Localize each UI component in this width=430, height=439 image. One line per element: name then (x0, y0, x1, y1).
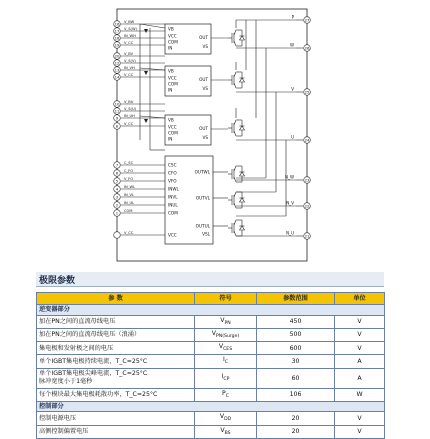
section-header-absolute-ratings (36, 272, 384, 287)
symbol-cell: $I_{CP}$ (195, 368, 257, 388)
driver-pin-label: VS (202, 86, 208, 91)
value-cell: 500 (257, 328, 335, 341)
pin-label: COM (124, 209, 133, 213)
group-label: 控制部分 (37, 401, 385, 412)
power-bus-lines (211, 20, 296, 236)
driver-pin-label: COM (168, 39, 178, 45)
pin-label: V_S(W) (124, 27, 137, 31)
pin-label: U (291, 134, 294, 140)
pin-label: IN_VH (124, 66, 135, 70)
driver-pin-label: OUTUL (195, 223, 210, 229)
symbol-cell: $V_{DD}$ (195, 412, 257, 425)
unit-cell: V (335, 412, 385, 425)
unit-cell: V (335, 425, 385, 438)
table-row (37, 355, 385, 368)
driver-pin-label: VCC (168, 75, 177, 81)
igbt-icon (228, 120, 245, 136)
pin-number: 11 (114, 108, 120, 114)
symbol-cell: $I_C$ (195, 355, 257, 368)
left-pin (114, 122, 165, 129)
left-pin (114, 27, 165, 34)
left-pin (114, 34, 165, 41)
param-cell: 单个IGBT集电极持续电流，T_C=25°C (37, 355, 195, 368)
driver-pin-label: INUL (168, 202, 178, 208)
param-cell: 控制电源电压 (37, 412, 195, 425)
driver-pin-label: VCC (168, 124, 177, 130)
pin-number: 22 (304, 203, 310, 209)
pin-label: V_BV (124, 52, 134, 56)
driver-pin-label: VB (168, 26, 174, 32)
driver-pin-label: COM (168, 81, 178, 87)
pin-number: 3 (115, 194, 119, 200)
left-pin (114, 107, 165, 114)
pin-number: 8 (115, 123, 119, 129)
driver-pin-label: OUT (199, 126, 208, 131)
right-pin (292, 15, 311, 24)
table-group-row (37, 305, 385, 316)
driver-pin-label: IN (168, 45, 173, 51)
unit-cell: A (335, 355, 385, 368)
pin-circle (114, 232, 121, 239)
driver-pin-label: VS (202, 44, 208, 49)
left-pin (114, 59, 165, 66)
pin-number: 21 (304, 233, 310, 239)
table-row (37, 425, 385, 438)
left-pin (114, 20, 165, 27)
symbol-cell: $V_{CES}$ (195, 342, 257, 355)
driver-pin-label: VCC (168, 33, 177, 39)
table-group-row (37, 401, 385, 412)
pin-label: IN_UH (124, 114, 135, 118)
absolute-ratings-table (36, 292, 385, 439)
driver-pin-label: VB (168, 117, 174, 123)
driver-pin-label: VCC (168, 232, 177, 238)
unit-cell: W (335, 388, 385, 401)
driver-pin-label: IN (168, 136, 173, 142)
pin-label: C_SC (124, 161, 134, 165)
section-title: 极限参数 (39, 276, 76, 286)
pin-label: V_FO (124, 177, 134, 181)
pin-number: 13 (114, 67, 120, 73)
unit-cell: A (335, 368, 385, 388)
igbt-icon (228, 192, 245, 208)
left-pin (114, 209, 165, 216)
driver-pin-label: VFO (168, 178, 177, 184)
left-pin (114, 169, 165, 176)
driver-pin-label: COM (168, 130, 178, 136)
pin-label: V (291, 86, 294, 92)
pin-number: 16 (114, 21, 120, 27)
param-cell: 单个IGBT集电极尖峰电流，T_C=25°C 脉冲宽度小于1毫秒 (37, 368, 195, 388)
igbt-icon (228, 166, 245, 182)
left-pin (114, 201, 165, 208)
left-pin (114, 231, 165, 238)
driver-pin-label: IN (168, 87, 173, 93)
header-unit: 单位 (335, 293, 385, 305)
pin-label: IN_UL (124, 201, 135, 205)
symbol-cell: $V_{PN}$ (195, 315, 257, 328)
pin-label: V_BU (124, 100, 134, 104)
driver-pin-label: OUT (199, 77, 208, 82)
pin-label: N_U (286, 230, 294, 236)
driver-pin-label: VB (168, 68, 174, 74)
unit-cell: V (335, 342, 385, 355)
table-row (37, 315, 385, 328)
param-cell: 集电极和发射极之间的电压 (37, 342, 195, 355)
left-pin (114, 41, 165, 48)
pin-number: 24 (304, 137, 310, 143)
param-cell: 加在PN之间的直流母线电压 (37, 315, 195, 328)
pin-label: IN_VL (124, 193, 135, 197)
pin-number: 27 (304, 17, 310, 23)
pin-number: 5 (115, 178, 119, 184)
value-cell: 450 (257, 315, 335, 328)
left-pin (114, 193, 165, 200)
pin-number: 14 (114, 74, 120, 80)
symbol-cell: $V_{BS}$ (195, 425, 257, 438)
value-cell: 20 (257, 425, 335, 438)
igbt-icon (228, 72, 245, 88)
pin-label: IN_WH (124, 34, 136, 38)
pin-number: 9 (115, 115, 119, 121)
driver-pin-label: OUTVL (195, 195, 210, 201)
header-range: 参数范围 (257, 293, 335, 305)
driver-pin-label: OUT (199, 35, 208, 40)
pin-number: 17 (114, 28, 120, 34)
pin-number: 2 (115, 202, 119, 208)
pin-label: P (291, 14, 294, 20)
driver-pin-label: INVL (168, 194, 178, 200)
pin-number: 6 (115, 170, 119, 176)
right-pin (291, 87, 310, 96)
driver-pin-label: CSC (168, 162, 177, 168)
pin-number: 20 (114, 53, 120, 59)
value-cell: 20 (257, 412, 335, 425)
igbt-icon (228, 220, 245, 236)
header-param: 参 数 (37, 293, 195, 305)
pin-number: 4 (115, 186, 119, 192)
pin-number: 1 (115, 210, 119, 216)
value-cell: 600 (257, 342, 335, 355)
pin-label: N_V (286, 200, 294, 206)
pin-label: V_BW (124, 20, 135, 24)
pin-number: 12 (114, 60, 120, 66)
left-pin (114, 161, 165, 168)
symbol-cell: $V_{PN(Surge)}$ (195, 328, 257, 341)
left-pin (114, 52, 165, 59)
pin-label: V_CC (124, 122, 134, 126)
table-row (37, 368, 385, 388)
value-cell: 30 (257, 355, 335, 368)
igbt-icon (228, 30, 245, 46)
symbol-cell: $P_C$ (195, 388, 257, 401)
pin-label: C_FO (124, 169, 134, 173)
driver-pin-label: CFO (168, 170, 177, 176)
pin-label: N_W (285, 174, 294, 180)
bootstrap-diodes (144, 29, 148, 123)
right-pin (291, 135, 310, 144)
pin-label: V_CC (124, 231, 134, 235)
pin-number: 10 (114, 101, 120, 107)
left-pin (114, 73, 165, 80)
pin-label: V_CC (124, 41, 134, 45)
bootstrap-wiring (140, 24, 165, 150)
value-cell: 60 (257, 368, 335, 388)
param-cell: 加在PN之间的直流母线电压（浪涌） (37, 328, 195, 341)
table-row (37, 342, 385, 355)
pin-label: V_CC (124, 73, 134, 77)
pin-label: V_S(U) (124, 107, 136, 111)
param-cell: 每个模块最大集电极耗散功率，T_C=25°C (37, 388, 195, 401)
pin-label: IN_WL (124, 185, 136, 189)
driver-pin-label: VS (202, 135, 208, 140)
pin-label: W (290, 42, 294, 48)
driver-pin-label: VSL (202, 231, 210, 237)
driver-pin-label: OUTWL (194, 169, 210, 175)
param-cell: 高侧控制偏置电压 (37, 425, 195, 438)
unit-cell: V (335, 315, 385, 328)
left-pin (114, 177, 165, 184)
left-pin (114, 100, 165, 107)
driver-pin-label: INWL (168, 186, 179, 192)
pin-number: 18 (114, 35, 120, 41)
pin-number: 26 (304, 45, 310, 51)
table-row (37, 412, 385, 425)
header-symbol: 符号 (195, 293, 257, 305)
pin-number: 7 (115, 162, 119, 168)
left-pin (114, 185, 165, 192)
table-row (37, 388, 385, 401)
right-pin (285, 175, 310, 184)
group-label: 逆变器部分 (37, 305, 385, 316)
pin-number: 19 (114, 42, 120, 48)
unit-cell: V (335, 328, 385, 341)
pin-number: 25 (304, 89, 310, 95)
pin-label: V_S(V) (124, 59, 136, 63)
value-cell: 106 (257, 388, 335, 401)
driver-pin-label: COM (168, 210, 178, 216)
table-header-row (37, 293, 385, 305)
pin-number: 23 (304, 177, 310, 183)
table-row (37, 328, 385, 341)
